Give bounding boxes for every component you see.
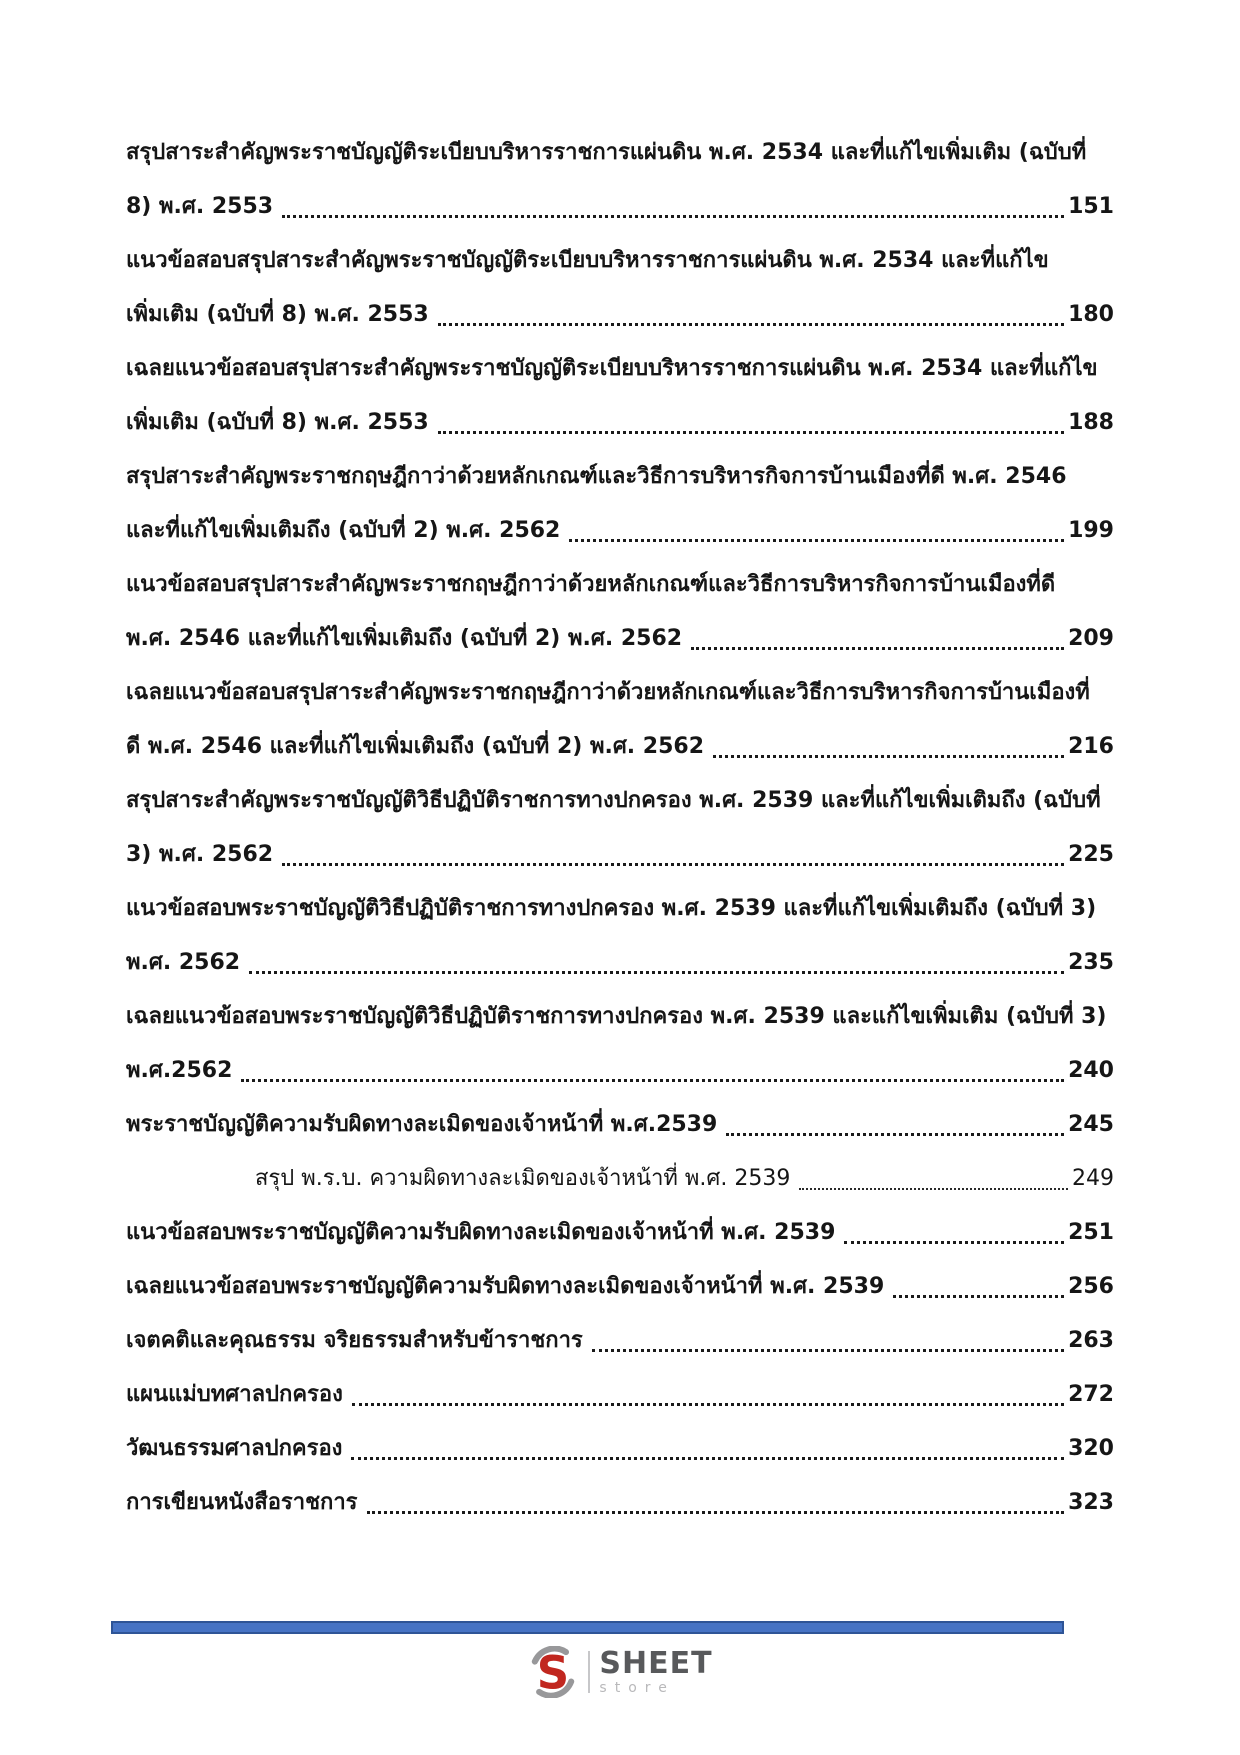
toc-entry[interactable] (126, 1314, 1114, 1368)
dotted-leader (799, 1188, 1068, 1190)
toc-subentry[interactable] (126, 1152, 1114, 1206)
toc-entry-text-cont: พ.ศ. 2562 (126, 950, 241, 975)
footer-rule (111, 1621, 1064, 1634)
toc-entry-text-cont: ดี พ.ศ. 2546 และที่แก้ไขเพิ่มเติมถึง (ฉบับที่ 2) พ.ศ. 2562 (126, 734, 705, 759)
dotted-leader (691, 647, 1064, 650)
dotted-leader (893, 1295, 1064, 1298)
logo-subtitle: store (599, 1679, 675, 1696)
dotted-leader (367, 1511, 1065, 1514)
toc-entry-text: เจตคติและคุณธรรม จริยธรรมสำหรับข้าราชการ (126, 1328, 583, 1353)
toc-entry[interactable] (126, 1368, 1114, 1422)
toc-entry[interactable] (126, 774, 1114, 882)
toc-entry-text: เฉลยแนวข้อสอบสรุปสาระสำคัญพระราชกฤษฎีกาว่าด้วยหลักเกณฑ์และวิธีการบริหารกิจการบ้านเมืองที่ (126, 680, 1090, 705)
toc-entry[interactable] (126, 1476, 1114, 1530)
toc-entry-text-cont: และที่แก้ไขเพิ่มเติมถึง (ฉบับที่ 2) พ.ศ. 2562 (126, 518, 561, 543)
toc-entry[interactable] (126, 450, 1114, 558)
dotted-leader (282, 863, 1064, 866)
sheet-store-logo (0, 1644, 1240, 1700)
toc-entry-text-cont: 3) พ.ศ. 2562 (126, 842, 274, 867)
sheet-store-s-icon (527, 1646, 579, 1698)
toc-entry-text-cont: พ.ศ.2562 (126, 1058, 233, 1083)
toc-page-number: 323 (1068, 1490, 1114, 1515)
toc-entry-text: แนวข้อสอบพระราชบัญญัติวิธีปฏิบัติราชการทางปกครอง พ.ศ. 2539 และที่แก้ไขเพิ่มเติมถึง (ฉบับที่ 3) (126, 896, 1097, 921)
toc-entry-text: การเขียนหนังสือราชการ (126, 1490, 358, 1515)
toc-entry-text-cont: เพิ่มเติม (ฉบับที่ 8) พ.ศ. 2553 (126, 410, 429, 435)
toc-entry-text-cont: 8) พ.ศ. 2553 (126, 194, 274, 219)
dotted-leader (713, 755, 1064, 758)
toc-page-number: 240 (1068, 1058, 1114, 1083)
toc-page-number: 225 (1068, 842, 1114, 867)
toc-entry-text-cont: พ.ศ. 2546 และที่แก้ไขเพิ่มเติมถึง (ฉบับที่ 2) พ.ศ. 2562 (126, 626, 683, 651)
toc-page-number: 209 (1068, 626, 1114, 651)
toc-entry-text: สรุป พ.ร.บ. ความผิดทางละเมิดของเจ้าหน้าที่ พ.ศ. 2539 (255, 1166, 791, 1191)
toc-entry-text: สรุปสาระสำคัญพระราชกฤษฎีกาว่าด้วยหลักเกณฑ์และวิธีการบริหารกิจการบ้านเมืองที่ดี พ.ศ. 2546 (126, 464, 1067, 489)
toc-entry[interactable] (126, 558, 1114, 666)
toc-page-number: 151 (1068, 194, 1114, 219)
toc-page-number: 256 (1068, 1274, 1114, 1299)
dotted-leader (569, 539, 1064, 542)
dotted-leader (282, 215, 1064, 218)
dotted-leader (352, 1403, 1064, 1406)
toc-entry[interactable] (126, 666, 1114, 774)
toc-page-number: 272 (1068, 1382, 1114, 1407)
toc-page-number: 263 (1068, 1328, 1114, 1353)
toc-entry-text: แนวข้อสอบพระราชบัญญัติความรับผิดทางละเมิดของเจ้าหน้าที่ พ.ศ. 2539 (126, 1220, 836, 1245)
toc-entry[interactable] (126, 882, 1114, 990)
table-of-contents (126, 126, 1114, 1530)
toc-entry-text: แผนแม่บทศาลปกครอง (126, 1382, 343, 1407)
toc-entry-text: สรุปสาระสำคัญพระราชบัญญัติระเบียบบริหารราชการแผ่นดิน พ.ศ. 2534 และที่แก้ไขเพิ่มเติม (ฉบับที่ (126, 140, 1087, 165)
toc-page-number: 199 (1068, 518, 1114, 543)
toc-page-number: 180 (1068, 302, 1114, 327)
toc-page-number: 216 (1068, 734, 1114, 759)
toc-entry[interactable] (126, 990, 1114, 1098)
toc-page-number: 235 (1068, 950, 1114, 975)
toc-entry[interactable] (126, 1098, 1114, 1152)
dotted-leader (351, 1457, 1064, 1460)
toc-entry-text: เฉลยแนวข้อสอบพระราชบัญญัติวิธีปฏิบัติราชการทางปกครอง พ.ศ. 2539 และแก้ไขเพิ่มเติม (ฉบับที่ 3) (126, 1004, 1107, 1029)
logo-divider (588, 1651, 590, 1693)
dotted-leader (249, 971, 1064, 974)
toc-entry[interactable] (126, 234, 1114, 342)
toc-entry[interactable] (126, 342, 1114, 450)
toc-entry[interactable] (126, 126, 1114, 234)
svg-text:S: S (537, 1646, 570, 1698)
toc-page-number: 320 (1068, 1436, 1114, 1461)
dotted-leader (726, 1133, 1064, 1136)
toc-entry[interactable] (126, 1422, 1114, 1476)
toc-entry-text: เฉลยแนวข้อสอบสรุปสาระสำคัญพระราชบัญญัติระเบียบบริหารราชการแผ่นดิน พ.ศ. 2534 และที่แก้ไข (126, 356, 1098, 381)
logo-title: SHEET (599, 1645, 713, 1681)
toc-entry-text: วัฒนธรรมศาลปกครอง (126, 1436, 343, 1461)
toc-page-number: 245 (1068, 1112, 1114, 1137)
toc-entry-text: แนวข้อสอบสรุปสาระสำคัญพระราชบัญญัติระเบียบบริหารราชการแผ่นดิน พ.ศ. 2534 และที่แก้ไข (126, 248, 1049, 273)
toc-entry-text: พระราชบัญญัติความรับผิดทางละเมิดของเจ้าหน้าที่ พ.ศ.2539 (126, 1112, 718, 1137)
dotted-leader (241, 1079, 1064, 1082)
toc-entry-text: สรุปสาระสำคัญพระราชบัญญัติวิธีปฏิบัติราชการทางปกครอง พ.ศ. 2539 และที่แก้ไขเพิ่มเติมถึง (ฉบับที่ (126, 788, 1101, 813)
dotted-leader (438, 431, 1064, 434)
toc-entry[interactable] (126, 1260, 1114, 1314)
dotted-leader (844, 1241, 1064, 1244)
toc-page-number: 188 (1068, 410, 1114, 435)
toc-page-number: 249 (1072, 1166, 1114, 1191)
toc-page-number: 251 (1068, 1220, 1114, 1245)
toc-entry-text: เฉลยแนวข้อสอบพระราชบัญญัติความรับผิดทางละเมิดของเจ้าหน้าที่ พ.ศ. 2539 (126, 1274, 885, 1299)
toc-entry-text: แนวข้อสอบสรุปสาระสำคัญพระราชกฤษฎีกาว่าด้วยหลักเกณฑ์และวิธีการบริหารกิจการบ้านเมืองที่ดี (126, 572, 1056, 597)
toc-entry-text-cont: เพิ่มเติม (ฉบับที่ 8) พ.ศ. 2553 (126, 302, 429, 327)
dotted-leader (592, 1349, 1064, 1352)
dotted-leader (438, 323, 1064, 326)
toc-entry[interactable] (126, 1206, 1114, 1260)
